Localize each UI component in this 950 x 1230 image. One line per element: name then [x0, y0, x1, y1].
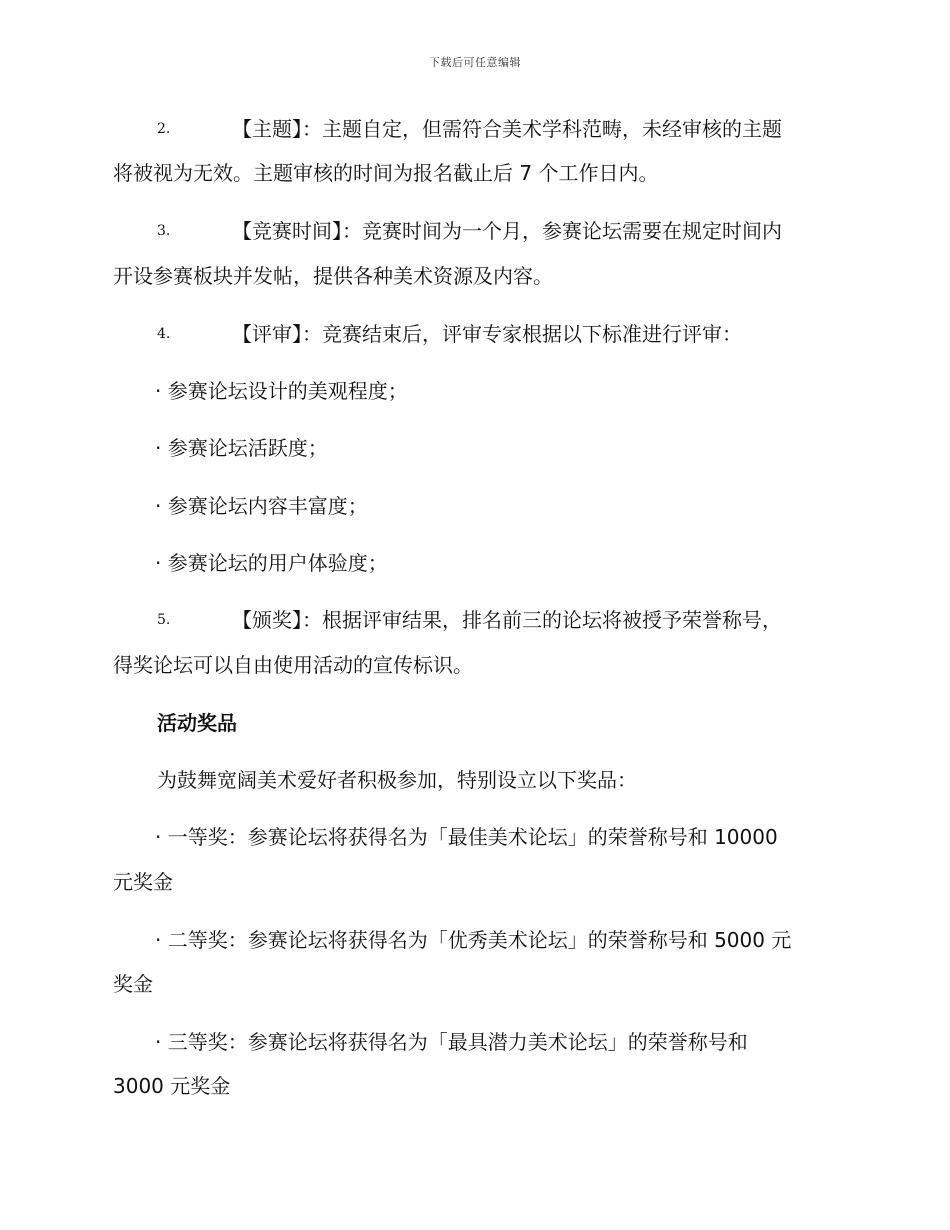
item-line: 得奖论坛可以自由使用活动的宣传标识。: [113, 653, 473, 677]
prize-item: · 二等奖：参赛论坛将获得名为「优秀美术论坛」的荣誉称号和 5000 元: [155, 928, 792, 952]
criteria-item: · 参赛论坛的用户体验度；: [155, 551, 388, 575]
item-line: 【主题】：主题自定，但需符合美术学科范畴，未经审核的主题: [232, 117, 782, 141]
item-number: 3.: [157, 223, 171, 239]
prize-item: · 三等奖：参赛论坛将获得名为「最具潜力美术论坛」的荣誉称号和: [155, 1030, 748, 1054]
criteria-item: · 参赛论坛内容丰富度；: [155, 494, 368, 518]
page-header: 下载后可任意编辑: [429, 56, 521, 69]
prize-item: 3000 元奖金: [113, 1074, 231, 1098]
item-line: 将被视为无效。主题审核的时间为报名截止后 7 个工作日内。: [113, 161, 659, 185]
item-number: 4.: [157, 326, 171, 342]
item-number: 2.: [157, 121, 171, 137]
criteria-item: · 参赛论坛活跃度；: [155, 436, 328, 460]
prize-item: 奖金: [113, 972, 153, 996]
item-line: 【竞赛时间】：竞赛时间为一个月，参赛论坛需要在规定时间内: [232, 219, 782, 243]
prize-item: 元奖金: [113, 870, 173, 894]
prizes-intro: 为鼓舞宽阔美术爱好者积极参加，特别设立以下奖品：: [157, 768, 637, 792]
prize-item: · 一等奖：参赛论坛将获得名为「最佳美术论坛」的荣誉称号和 10000: [155, 825, 778, 849]
criteria-item: · 参赛论坛设计的美观程度；: [155, 379, 408, 403]
section-heading: 活动奖品: [157, 711, 237, 735]
item-line: 【评审】：竞赛结束后，评审专家根据以下标准进行评审：: [232, 322, 742, 346]
item-number: 5.: [157, 612, 171, 628]
item-line: 【颁奖】：根据评审结果，排名前三的论坛将被授予荣誉称号，: [232, 608, 782, 632]
item-line: 开设参赛板块并发帖，提供各种美术资源及内容。: [113, 264, 553, 288]
